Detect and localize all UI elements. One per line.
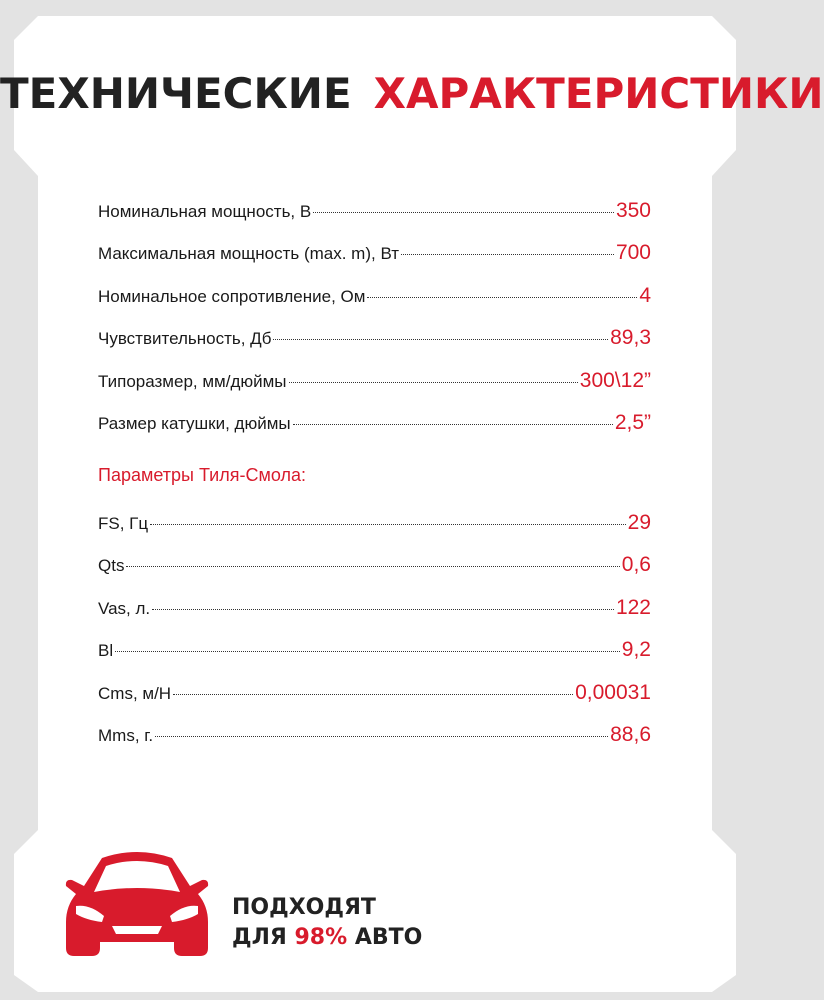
param-value: 122 (615, 595, 651, 619)
dot-leader (401, 254, 614, 255)
spec-row (98, 275, 651, 317)
param-label: Cms, м/Н (98, 683, 172, 703)
param-label: Qts (98, 556, 125, 576)
spec-value: 700 (615, 241, 651, 265)
car-icon (62, 842, 212, 962)
badge-percent: 98% (294, 925, 348, 950)
compatibility-badge (232, 893, 422, 953)
param-value: 0,6 (621, 553, 651, 577)
dot-leader (152, 609, 614, 610)
spec-label: Чувствительность, Дб (98, 329, 272, 349)
param-row (98, 714, 651, 756)
param-value: 0,00031 (575, 680, 651, 704)
param-row (98, 672, 651, 714)
params-title: Параметры Тиля-Смола: (98, 465, 306, 485)
title-word-1: ТЕХНИЧЕСКИЕ (0, 69, 352, 118)
spec-label: Типоразмер, мм/дюймы (98, 371, 287, 391)
spec-value: 2,5” (614, 410, 651, 434)
spec-row (98, 360, 651, 402)
spec-row (98, 232, 651, 274)
page-title (0, 66, 824, 122)
dot-leader (273, 339, 608, 340)
dot-leader (115, 651, 620, 652)
param-value: 88,6 (610, 722, 651, 746)
badge-line-2 (232, 923, 422, 953)
dot-leader (155, 736, 608, 737)
spec-label: Размер катушки, дюймы (98, 413, 291, 433)
dot-leader (150, 524, 626, 525)
spec-value: 350 (615, 199, 651, 222)
param-value: 9,2 (621, 638, 651, 662)
spec-list (98, 190, 651, 444)
param-value: 29 (627, 511, 651, 534)
spec-label: Номинальная мощность, В (98, 202, 312, 221)
param-label: Mms, г. (98, 725, 154, 745)
dot-leader (173, 694, 573, 695)
badge-line-2-post: АВТО (354, 925, 423, 950)
spec-row (98, 190, 651, 232)
param-row (98, 629, 651, 671)
param-row (98, 544, 651, 586)
params-list (98, 502, 651, 756)
spec-value: 89,3 (610, 326, 651, 350)
spec-row (98, 402, 651, 444)
param-row (98, 587, 651, 629)
dot-leader (293, 424, 613, 425)
param-label: FS, Гц (98, 514, 149, 533)
param-row (98, 502, 651, 544)
spec-row (98, 317, 651, 359)
badge-line-1: ПОДХОДЯТ (232, 895, 376, 920)
dot-leader (313, 212, 614, 213)
spec-value: 4 (639, 283, 651, 307)
dot-leader (367, 297, 637, 298)
spec-label: Максимальная мощность (max. m), Вт (98, 244, 400, 264)
param-label: Bl (98, 641, 114, 661)
spec-value: 300\12” (579, 368, 651, 392)
dot-leader (289, 382, 578, 383)
spec-label: Номинальное сопротивление, Ом (98, 286, 366, 306)
title-word-2: ХАРАКТЕРИСТИКИ (373, 69, 824, 118)
badge-line-2-pre: ДЛЯ (232, 925, 287, 950)
dot-leader (126, 566, 619, 567)
param-label: Vas, л. (98, 598, 151, 618)
